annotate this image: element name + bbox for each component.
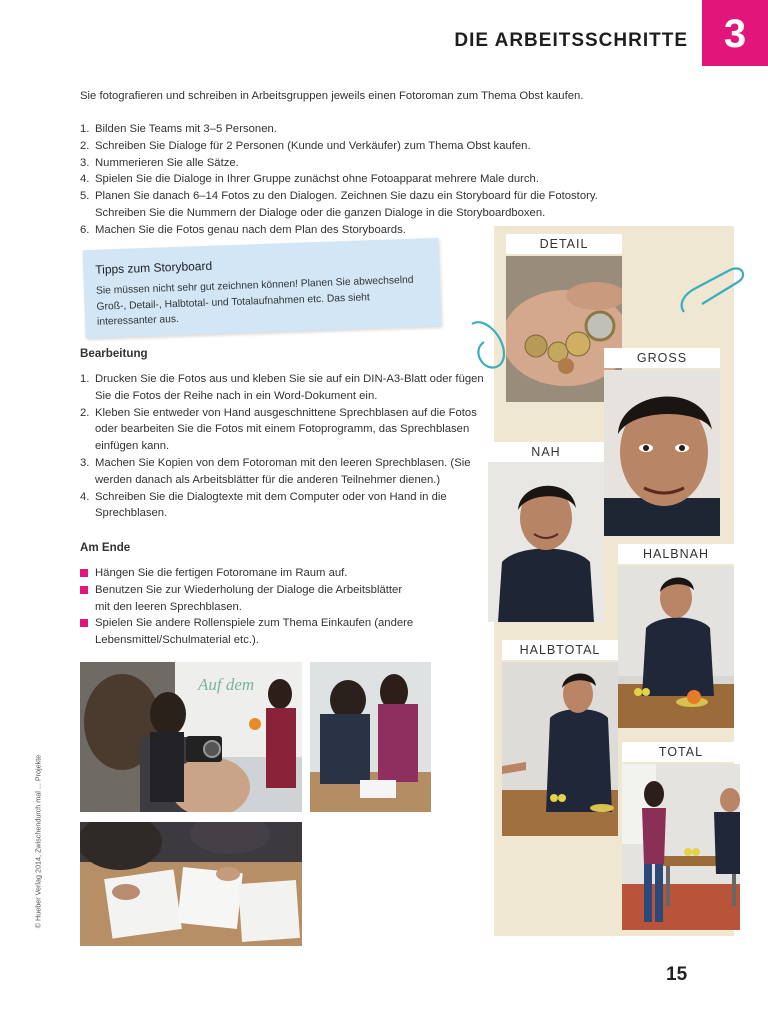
chapter-number-badge: 3	[702, 0, 768, 66]
step-item: 1. Bilden Sie Teams mit 3–5 Personen.	[80, 123, 277, 135]
photo-total	[622, 764, 740, 930]
whiteboard-text: Auf dem	[198, 675, 255, 694]
label-total: TOTAL	[622, 742, 740, 762]
bearbeitung-item: 4. Schreiben Sie die Dialogtexte mit dem Computer oder von Hand in die Sprechblasen.	[80, 490, 447, 520]
label-halbnah: HALBNAH	[618, 544, 734, 564]
bearbeitung-list	[80, 371, 485, 522]
paperclip-icon	[464, 318, 512, 376]
intro-text: Sie fotografieren und schreiben in Arbeitsgruppen jeweils einen Fotoroman zum Thema Obst kaufen.	[80, 90, 584, 102]
tip-text: Sie müssen nicht sehr gut zeichnen können! Planen Sie abwechselnd Groß-, Detail-, Halbtotal- und Totalaufnahmen etc. Das sieht interessanter aus.	[95, 274, 414, 328]
photo-halbtotal	[502, 662, 618, 836]
label-detail: DETAIL	[506, 234, 622, 254]
photo-nah-person	[488, 462, 604, 622]
page-number: 15	[666, 964, 688, 985]
label-gross: GROSS	[604, 348, 720, 368]
am-ende-heading: Am Ende	[80, 541, 131, 554]
label-halbtotal: HALBTOTAL	[502, 640, 618, 660]
storyboard-tip-box	[83, 238, 442, 338]
step-item: 5. Planen Sie danach 6–14 Fotos zu den Dialogen. Zeichnen Sie dazu ein Storyboard für die Fotostory. Schreiben Sie die Nummern der Dialoge oder die ganzen Dialoge in die Storyboardboxen.	[80, 190, 598, 219]
am-ende-item: Benutzen Sie zur Wiederholung der Dialoge die Arbeitsblätter mit den leeren Sprechblasen.	[80, 582, 420, 616]
photo-halbnah	[618, 566, 734, 728]
photo-gross-face	[604, 370, 720, 536]
bullet-square-icon	[80, 569, 88, 577]
am-ende-list	[80, 565, 420, 649]
step-item: 4. Spielen Sie die Dialoge in Ihrer Gruppe zunächst ohne Fotoapparat mehrere Male durch.	[80, 173, 539, 186]
bearbeitung-heading: Bearbeitung	[80, 347, 148, 360]
bearbeitung-item: 3. Machen Sie Kopien von dem Fotoroman mit den leeren Sprechblasen. (Sie werden danach als Arbeitsblätter für die anderen Teilnehmer dienen.)	[80, 456, 471, 486]
steps-list	[80, 121, 625, 239]
label-nah: NAH	[488, 442, 604, 462]
step-item: 3. Nummerieren Sie alle Sätze.	[80, 156, 239, 169]
bearbeitung-item: 2. Kleben Sie entweder von Hand ausgeschnittene Sprechblasen auf die Fotos oder bearbeiten Sie die Fotos mit einem Fotoprogramm, das Sprechblasen einfügen kann.	[80, 406, 477, 453]
bullet-square-icon	[80, 586, 88, 594]
bearbeitung-item: 1. Drucken Sie die Fotos aus und kleben Sie sie auf ein DIN-A3-Blatt oder fügen Sie die Fotos der Reihe nach in ein Word-Dokument ein.	[80, 373, 484, 402]
photo-students-desk	[310, 662, 431, 812]
photo-camera-group	[80, 662, 302, 812]
bullet-square-icon	[80, 619, 88, 627]
step-item: 2. Schreiben Sie Dialoge für 2 Personen (Kunde und Verkäufer) zum Thema Obst kaufen.	[80, 139, 531, 152]
am-ende-item: Spielen Sie andere Rollenspiele zum Thema Einkaufen (andere Lebensmittel/Schulmaterial etc.).	[80, 615, 420, 649]
paperclip-icon	[678, 264, 748, 320]
section-title: DIE ARBEITSSCHRITTE	[454, 30, 688, 51]
tip-title: Tipps zum Storyboard	[95, 258, 213, 277]
copyright-credit: © Hueber Verlag 2014, Zwischendurch mal ... Projekte	[33, 754, 43, 929]
am-ende-item: Hängen Sie die fertigen Fotoromane im Raum auf.	[80, 565, 420, 582]
photo-drawing-storyboard	[80, 822, 302, 946]
step-item: 6. Machen Sie die Fotos genau nach dem Plan des Storyboards.	[80, 223, 406, 236]
